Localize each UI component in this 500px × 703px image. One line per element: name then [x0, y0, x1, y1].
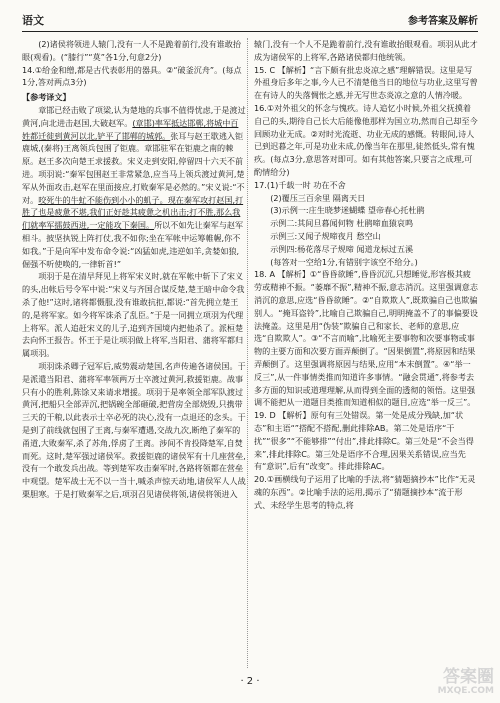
column-divider — [247, 38, 248, 668]
answer-15: 15. C 【解析】“言下颇有批忠炎凉之感”理解错误。这里是写外祖身后多年之事,今人已不清楚他当日的地位与功业,这里写曾在有诗人的失落惆怅之感,并无写世态炎凉之意的人情冷暖。 — [254, 64, 478, 101]
answer-17-example-2: 示例二:其间旦暮闻何物 杜鹃啼血猿哀鸣 — [270, 218, 414, 229]
answer-17-example-3: 示例三:又闻子规啼夜月 愁空山 — [270, 230, 381, 241]
answer-18: 18. A 【解析】①“昏昏欲睡”,昏昏沉沉,只想睡觉,形容极其疲劳或精神不振。“萎靡不振”,精神不振,意志消沉。这里强调意志消沉的意思,应选“昏昏欲睡”。②“自欺欺人”,既欺骗自己也欺骗别人。“掩耳盗铃”,比喻自己欺骗自己,明明掩盖不了的事偏要设法掩盖。这里是用“伪装”欺骗自己和家长、老师的意思,应选“自欺欺人”。③“不言而喻”,比喻死主要事物和次要事物或事物的主要方面和次要方面弄颠倒了。“因果倒置”,将原因和结果弄颠倒了。这里强调将原因与结果,应用“本末倒置”。④“举一反三”,从一件事情类推而知道许多事情。“融会贯通”,将参考去多方面的知识或道理理解,从而得到全面的透彻的领悟。这里强调不能把从一道题目类推而知道相似的题目,应选“举一反三”。 — [254, 269, 478, 408]
answer-19: 19. D 【解析】原句有三处错误。第一处是成分残缺,加“状态”和主语“”搭配不搭配,删此排除AB。第二处是语序“干扰”“很多”“不能够排”“付出”,排此排除C。第三处是“不会当得来”,排此排除C。第三处是语序不合理,因果关系错误,应当先有“意识”,后有“改变”。排此排除AC。 — [254, 410, 474, 472]
underlined-sentence: (章邯)率军抵达邯郸,将城中百姓都迁徙到黄河以北,铲平了邯郸的城郭。 — [22, 117, 239, 141]
answer-14: 14.①给金和缯,都是古代表彰用的器具。②“破釜沉舟”。(每点1分,答对两点3分) — [22, 64, 242, 88]
answer-16: 16.①对外祖父的怀念与愧疚。诗人追忆小时候,外祖父抚摸着自己的头,期待自己长大后能像他那样为国立功,然而自己却至今回顾功业无成。②对时光流逝、功业无成的感慨。转眼间,诗人已到迟暮之年,可是功业未成,仍像当年在那里,徒然低头,常有愧疚。(每点3分,意思答对即可。如有其他答案,只要言之成理,可酌情给分) — [254, 102, 478, 177]
translation-continued: 辕门,没有一个人不是跪着前行,没有谁敢抬眼观看。项羽从此才成为诸侯军的上将军,各路诸侯都归他统领。 — [254, 39, 478, 62]
header-rule — [22, 31, 478, 32]
answer-13-2: (2)诸侯将领进人辕门,没有一人不是跪着前行,没有谁敢抬眼(观看)。(“膝行”“莫”各1分,句意2分) — [22, 39, 241, 62]
translation-heading: 【参考译文】 — [22, 92, 71, 103]
answer-17-2: (2)覆压三百余里 隔离天日 — [270, 192, 366, 203]
right-column — [254, 38, 478, 511]
translation-text: 所以不如先让秦军与赵军相斗。披坚执锐上阵打仗,我不如你;坐在军帐中运筹帷幄,你不如我。”于是向军中发布命令说:“凶猛如虎,违逆如羊,贪婪如狼,倔强不听使唤的,一律斩首!” — [22, 220, 244, 269]
translation-paragraph-1 — [22, 104, 246, 270]
subject-title: 语文 — [22, 14, 44, 27]
translation-text: 张耳与赵王歇逃入钜鹿城,(秦将)王离领兵包围了钜鹿。章邯驻军在钜鹿之南的棘原。赵王多次向楚王求援救。宋义走到安阳,停留四十六天不前进。项羽说:“秦军包围赵王非常紧急,应当马上领兵渡过黄河,楚军从外面攻击,赵军在里面接应,打败秦军是必然的。”宋义说:“不对。 — [22, 130, 245, 205]
answer-17-1: 17.(1)千载一时 功在不舍 — [254, 179, 346, 190]
answer-20: 20.①画横线句子运用了比喻的手法,将“猜题摘抄本”比作“无灵魂的东西”。②比喻手法的运用,揭示了“猜题摘抄本”流于形式、未经学生思考的特点,将 — [254, 474, 476, 510]
page-header — [22, 10, 478, 30]
watermark-text: 答案圈 — [443, 667, 494, 687]
underlined-sentence: 咬死牛的牛虻不能伤到小小的虮子。现在秦军攻打赵国,打胜了也是疲惫不堪,我们正好趁其疲惫之机出击;打不胜,那么我们就率军擂鼓西进,一定能攻下秦国。 — [22, 194, 244, 231]
left-column — [22, 38, 246, 501]
section-title: 参考答案及解析 — [408, 16, 478, 27]
answer-17-example-4: 示例四:杨花落尽子规啼 闻道龙标过五溪 — [270, 243, 414, 254]
watermark-url: MXQE.COM — [437, 686, 494, 696]
answer-17-3: (3)示例一:庄生晓梦迷蝴蝶 望帝春心托杜鹃 — [270, 205, 425, 216]
translation-paragraph-3: 项羽诛杀卿子冠军后,威势震动楚国,名声传遍各诸侯国。于是派遣当阳君、蒲将军率领两万士卒渡过黄河,救援钜鹿。战事只有小的胜利,陈馀又来请求增援。项羽于是率领全部军队渡过黄河,把船只全部弄沉,把锅碗全部砸破,把营房全部烧毁,只携带三天的干粮,以此表示士卒必死的决心,没有一点退还的念头。于是到了前线就包围了王离,与秦军遭遇,交战九次,断绝了秦军的甬道,大败秦军,杀了苏角,俘虏了王离。涉间不肯投降楚军,自焚而死。这时,楚军强过诸侯军。救援钜鹿的诸侯军有十几座营垒,没有一个敢发兵出战。等到楚军攻击秦军时,各路将领都在营垒中观望。楚军战士无不以一当十,喊杀声惊天动地,诸侯军人人战栗胆寒。于是打败秦军之后,项羽召见诸侯将领,诸侯将领进入 — [22, 360, 246, 499]
watermark-logo — [410, 669, 494, 699]
translation-text: 章邯已经击败了项梁,认为楚地的兵事不值得忧虑,于是渡过黄河,向北进击赵国,大破赵军。 — [22, 104, 246, 128]
page-number: · 2 · — [240, 676, 260, 687]
translation-paragraph-2: 项羽于是在清早拜见上将军宋义时,就在军帐中斩下了宋义的头,出帐后号令军中说:“宋义与齐国合谋反楚,楚王暗中命令我杀了他!”这时,诸将都慑服,没有谁敢抗拒,都说:“首先拥立楚王的,是将军家。如今将军诛杀了乱臣。”于是一同拥立项羽为代理上将军。派人追赶宋义的儿子,追到齐国境内把他杀了。派桓楚去向怀王报告。怀王于是让项羽做上将军,当阳君、蒲将军都归属项羽。 — [22, 271, 245, 359]
answer-17-scoring: (每答对一空给1分,有错别字该空不给分。) — [270, 256, 418, 267]
